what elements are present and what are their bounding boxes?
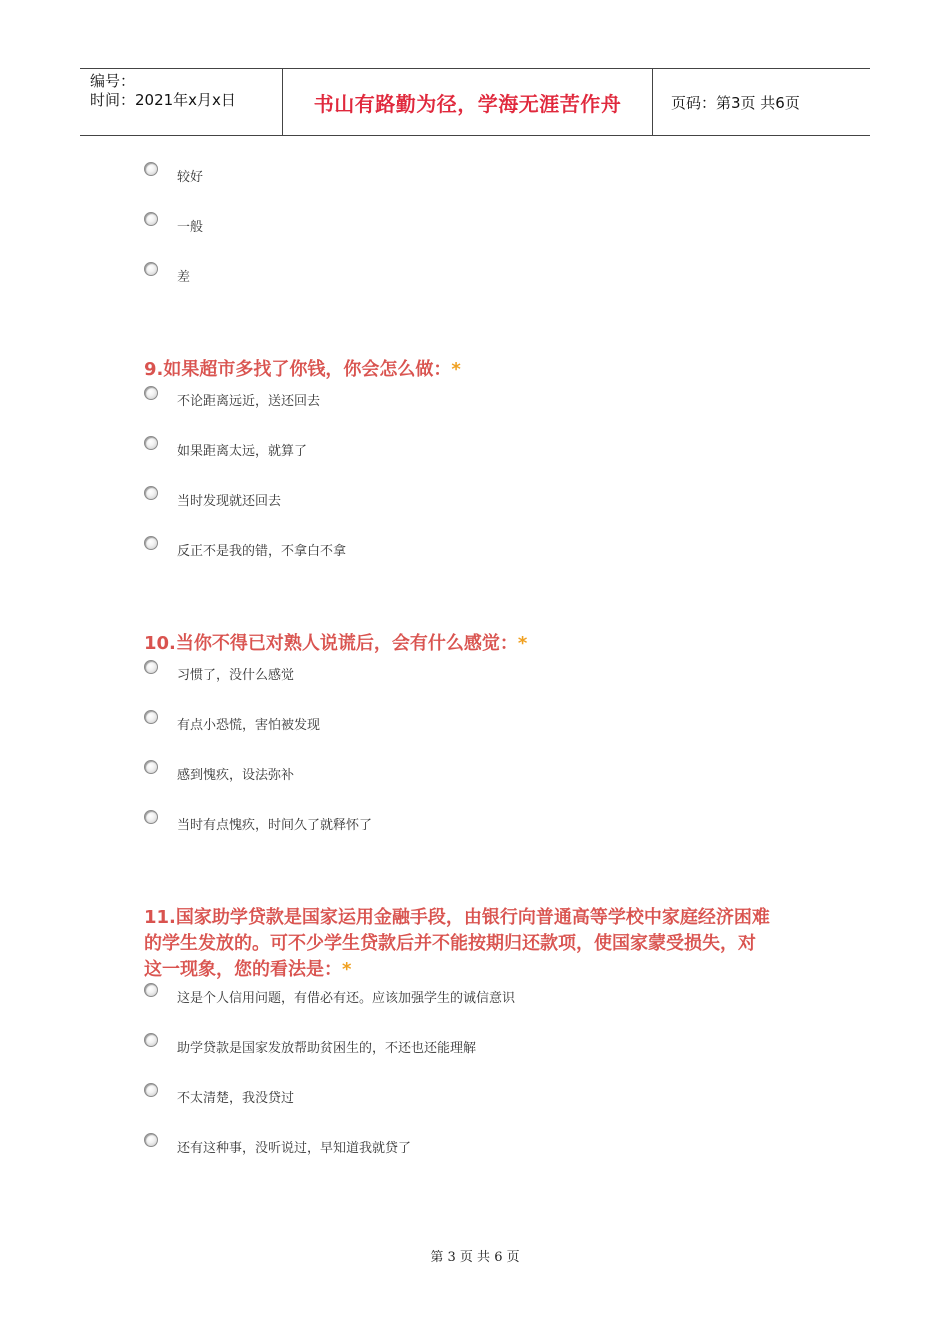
question-11-title xyxy=(144,905,824,983)
option-label: 反正不是我的错，不拿白不拿 xyxy=(177,544,347,559)
radio-button[interactable] xyxy=(144,983,158,997)
option-label: 一般 xyxy=(177,220,204,235)
radio-button[interactable] xyxy=(144,710,158,724)
option-label: 助学贷款是国家发放帮助贫困生的，不还也还能理解 xyxy=(177,1041,477,1056)
option-label: 当时有点愧疚，时间久了就释怀了 xyxy=(177,818,373,833)
option-label: 不论距离远近，送还回去 xyxy=(177,394,321,409)
question-text: 10.当你不得已对熟人说谎后，会有什么感觉： xyxy=(144,633,518,654)
option-label: 较好 xyxy=(177,170,204,185)
option-label: 感到愧疚，设法弥补 xyxy=(177,768,295,783)
required-marker: * xyxy=(342,959,352,980)
required-marker: * xyxy=(451,359,461,380)
radio-button[interactable] xyxy=(144,760,158,774)
question-text-line: 11.国家助学贷款是国家运用金融手段，由银行向普通高等学校中家庭经济困难 xyxy=(144,907,770,928)
option-label: 当时发现就还回去 xyxy=(177,494,282,509)
radio-button[interactable] xyxy=(144,486,158,500)
radio-button[interactable] xyxy=(144,212,158,226)
question-10-title xyxy=(144,631,824,657)
radio-button[interactable] xyxy=(144,162,158,176)
question-9-title xyxy=(144,357,824,383)
radio-button[interactable] xyxy=(144,436,158,450)
header-motto: 书山有路勤为径，学海无涯苦作舟 xyxy=(282,69,653,135)
question-text-line: 的学生发放的。可不少学生贷款后并不能按期归还款项，使国家蒙受损失，对 xyxy=(144,933,756,954)
header-meta xyxy=(80,69,282,135)
radio-button[interactable] xyxy=(144,1133,158,1147)
option-label: 差 xyxy=(177,270,191,285)
option-label: 这是个人信用问题，有借必有还。应该加强学生的诚信意识 xyxy=(177,991,516,1006)
required-marker: * xyxy=(517,633,528,654)
radio-button[interactable] xyxy=(144,536,158,550)
radio-button[interactable] xyxy=(144,1083,158,1097)
option-label: 还有这种事，没听说过，早知道我就贷了 xyxy=(177,1141,412,1156)
option-label: 习惯了，没什么感觉 xyxy=(177,668,295,683)
question-text: 9.如果超市多找了你钱，你会怎么做： xyxy=(144,359,452,380)
time-label: 时间：2021年x月x日 xyxy=(90,91,236,109)
radio-button[interactable] xyxy=(144,262,158,276)
radio-button[interactable] xyxy=(144,386,158,400)
option-label: 有点小恐慌，害怕被发现 xyxy=(177,718,321,733)
header-page-label xyxy=(663,69,870,135)
question-text-line: 这一现象，您的看法是： xyxy=(144,959,342,980)
page-footer: 第 3 页 共 6 页 xyxy=(430,1250,520,1265)
page-header xyxy=(80,68,870,136)
radio-button[interactable] xyxy=(144,1033,158,1047)
option-label: 如果距离太远，就算了 xyxy=(177,444,308,459)
code-label: 编号： xyxy=(90,72,136,90)
option-label: 不太清楚，我没贷过 xyxy=(177,1091,295,1106)
radio-button[interactable] xyxy=(144,660,158,674)
page-label-text: 页码：第3页 共6页 xyxy=(671,93,800,112)
radio-button[interactable] xyxy=(144,810,158,824)
